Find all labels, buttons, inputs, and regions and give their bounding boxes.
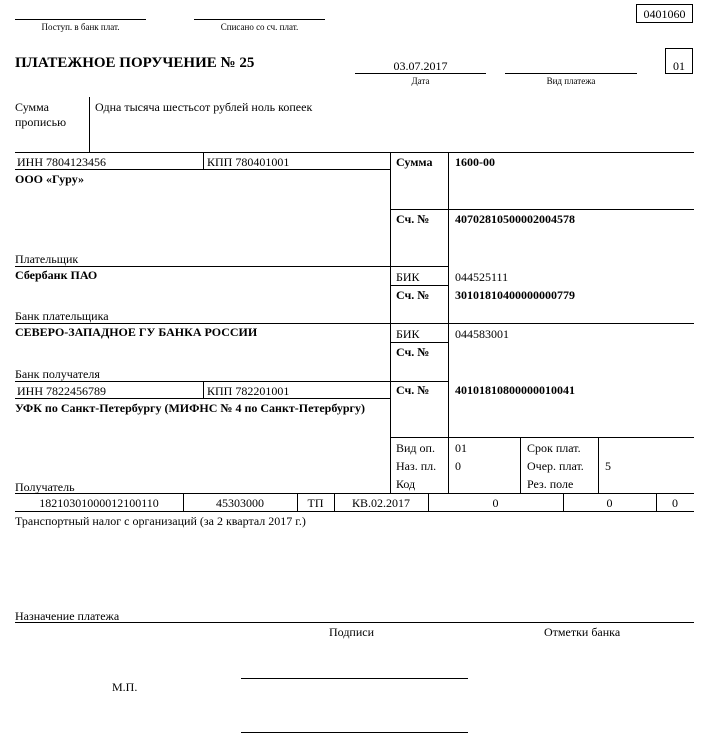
tax-oktmo: 45303000 bbox=[216, 496, 264, 510]
tax-kbk: 18210301000012100110 bbox=[39, 496, 159, 510]
payer-inn: ИНН 7804123456 bbox=[17, 155, 106, 169]
tax-basis: ТП bbox=[307, 496, 324, 510]
payer-bank-corr-label: Сч. № bbox=[396, 288, 430, 302]
stamp-label: М.П. bbox=[112, 680, 138, 694]
form-code: 0401060 bbox=[643, 7, 686, 21]
recipient-bank-label: Банк получателя bbox=[15, 367, 100, 381]
grid-line-payer-top bbox=[15, 152, 694, 153]
payer-bank-name: Сбербанк ПАО bbox=[15, 268, 98, 282]
grid-line-recipient-bottom bbox=[15, 493, 694, 494]
grid-line-payer-bottom bbox=[15, 266, 448, 267]
payer-kpp: КПП 780401001 bbox=[207, 155, 290, 169]
tax-doc-number: 0 bbox=[492, 496, 499, 510]
bank-received-label: Поступ. в банк плат. bbox=[41, 22, 120, 32]
bank-received-line bbox=[15, 19, 146, 20]
pay-term-label: Срок плат. bbox=[527, 441, 581, 455]
op-type-value: 01 bbox=[455, 441, 467, 455]
recipient-inn: ИНН 7822456789 bbox=[17, 384, 106, 398]
purpose-code-label: Наз. пл. bbox=[396, 459, 437, 473]
grid-line-inn-kpp-payer bbox=[15, 169, 390, 170]
payment-purpose-text: Транспортный налог с организаций (за 2 квартал 2017 г.) bbox=[15, 514, 306, 528]
payer-bank-label: Банк плательщика bbox=[15, 309, 109, 323]
recipient-bank-corr-label: Сч. № bbox=[396, 345, 430, 359]
purpose-code-value: 0 bbox=[455, 459, 461, 473]
debited-line bbox=[194, 19, 325, 20]
amount-value: 1600-00 bbox=[455, 155, 495, 169]
grid-line-recipient-bank-bottom bbox=[15, 381, 448, 382]
payer-bank-corr: 30101810400000000779 bbox=[455, 288, 575, 302]
payer-label: Плательщик bbox=[15, 252, 79, 266]
signatures-label: Подписи bbox=[329, 625, 375, 639]
recipient-bank-name: СЕВЕРО-ЗАПАДНОЕ ГУ БАНКА РОССИИ bbox=[15, 325, 258, 339]
payment-purpose-label: Назначение платежа bbox=[15, 609, 120, 623]
recipient-account: 40101810800000010041 bbox=[455, 383, 575, 397]
tax-type: 0 bbox=[672, 496, 678, 510]
signature-line-1 bbox=[241, 678, 468, 679]
payer-name: ООО «Гуру» bbox=[15, 172, 84, 186]
recipient-name: УФК по Санкт-Петербургу (МИФНС № 4 по Санкт-Петербургу) bbox=[15, 401, 365, 415]
payer-bank-bik: 044525111 bbox=[455, 270, 509, 284]
grid-vline-payer-kpp bbox=[203, 152, 204, 169]
recipient-bank-bik-label: БИК bbox=[396, 327, 420, 341]
priority-value: 5 bbox=[605, 459, 611, 473]
status-code: 01 bbox=[673, 59, 685, 73]
recipient-kpp: КПП 782201001 bbox=[207, 384, 290, 398]
amount-words-divider bbox=[89, 97, 90, 152]
recipient-bank-bik: 044583001 bbox=[455, 327, 509, 341]
grid-vline-recipient-kpp bbox=[203, 381, 204, 398]
document-date: 03.07.2017 bbox=[393, 59, 448, 73]
tax-period: КВ.02.2017 bbox=[351, 496, 410, 510]
grid-line-sum-account bbox=[390, 209, 694, 210]
priority-label: Очер. плат. bbox=[527, 459, 584, 473]
amount-words-value: Одна тысяча шестьсот рублей ноль копеек bbox=[95, 100, 313, 114]
grid-line-recipient-bik-corr bbox=[390, 342, 448, 343]
payer-bank-bik-label: БИК bbox=[396, 270, 420, 284]
date-line bbox=[355, 73, 486, 74]
grid-line-payer-bik-corr bbox=[390, 285, 448, 286]
reserve-label: Рез. поле bbox=[527, 477, 574, 491]
amount-words-label-line1: Сумма bbox=[15, 100, 49, 114]
signature-line-2 bbox=[241, 732, 468, 733]
grid-line-codes-top bbox=[390, 437, 694, 438]
payment-type-label: Вид платежа bbox=[546, 76, 596, 86]
payment-purpose-line bbox=[15, 622, 694, 623]
code-label: Код bbox=[396, 477, 416, 491]
date-label: Дата bbox=[411, 76, 430, 86]
recipient-label: Получатель bbox=[15, 480, 75, 494]
payer-account-value: 40702810500002004578 bbox=[455, 212, 575, 226]
recipient-account-label: Сч. № bbox=[396, 383, 430, 397]
op-type-label: Вид оп. bbox=[396, 441, 435, 455]
payment-type-line bbox=[505, 73, 637, 74]
grid-line-inn-kpp-recipient bbox=[15, 398, 390, 399]
amount-label: Сумма bbox=[396, 155, 433, 169]
grid-vline-codes-right bbox=[598, 437, 599, 493]
grid-line-payer-bank-bottom bbox=[15, 323, 694, 324]
document-title: ПЛАТЕЖНОЕ ПОРУЧЕНИЕ № 25 bbox=[15, 55, 255, 71]
bank-marks-label: Отметки банка bbox=[544, 625, 621, 639]
tax-doc-date: 0 bbox=[606, 496, 613, 510]
grid-vline-codes-mid bbox=[520, 437, 521, 493]
debited-label: Списано со сч. плат. bbox=[220, 22, 299, 32]
amount-words-label-line2: прописью bbox=[15, 115, 67, 129]
payer-account-label: Сч. № bbox=[396, 212, 430, 226]
tax-row-bottom bbox=[15, 511, 694, 512]
